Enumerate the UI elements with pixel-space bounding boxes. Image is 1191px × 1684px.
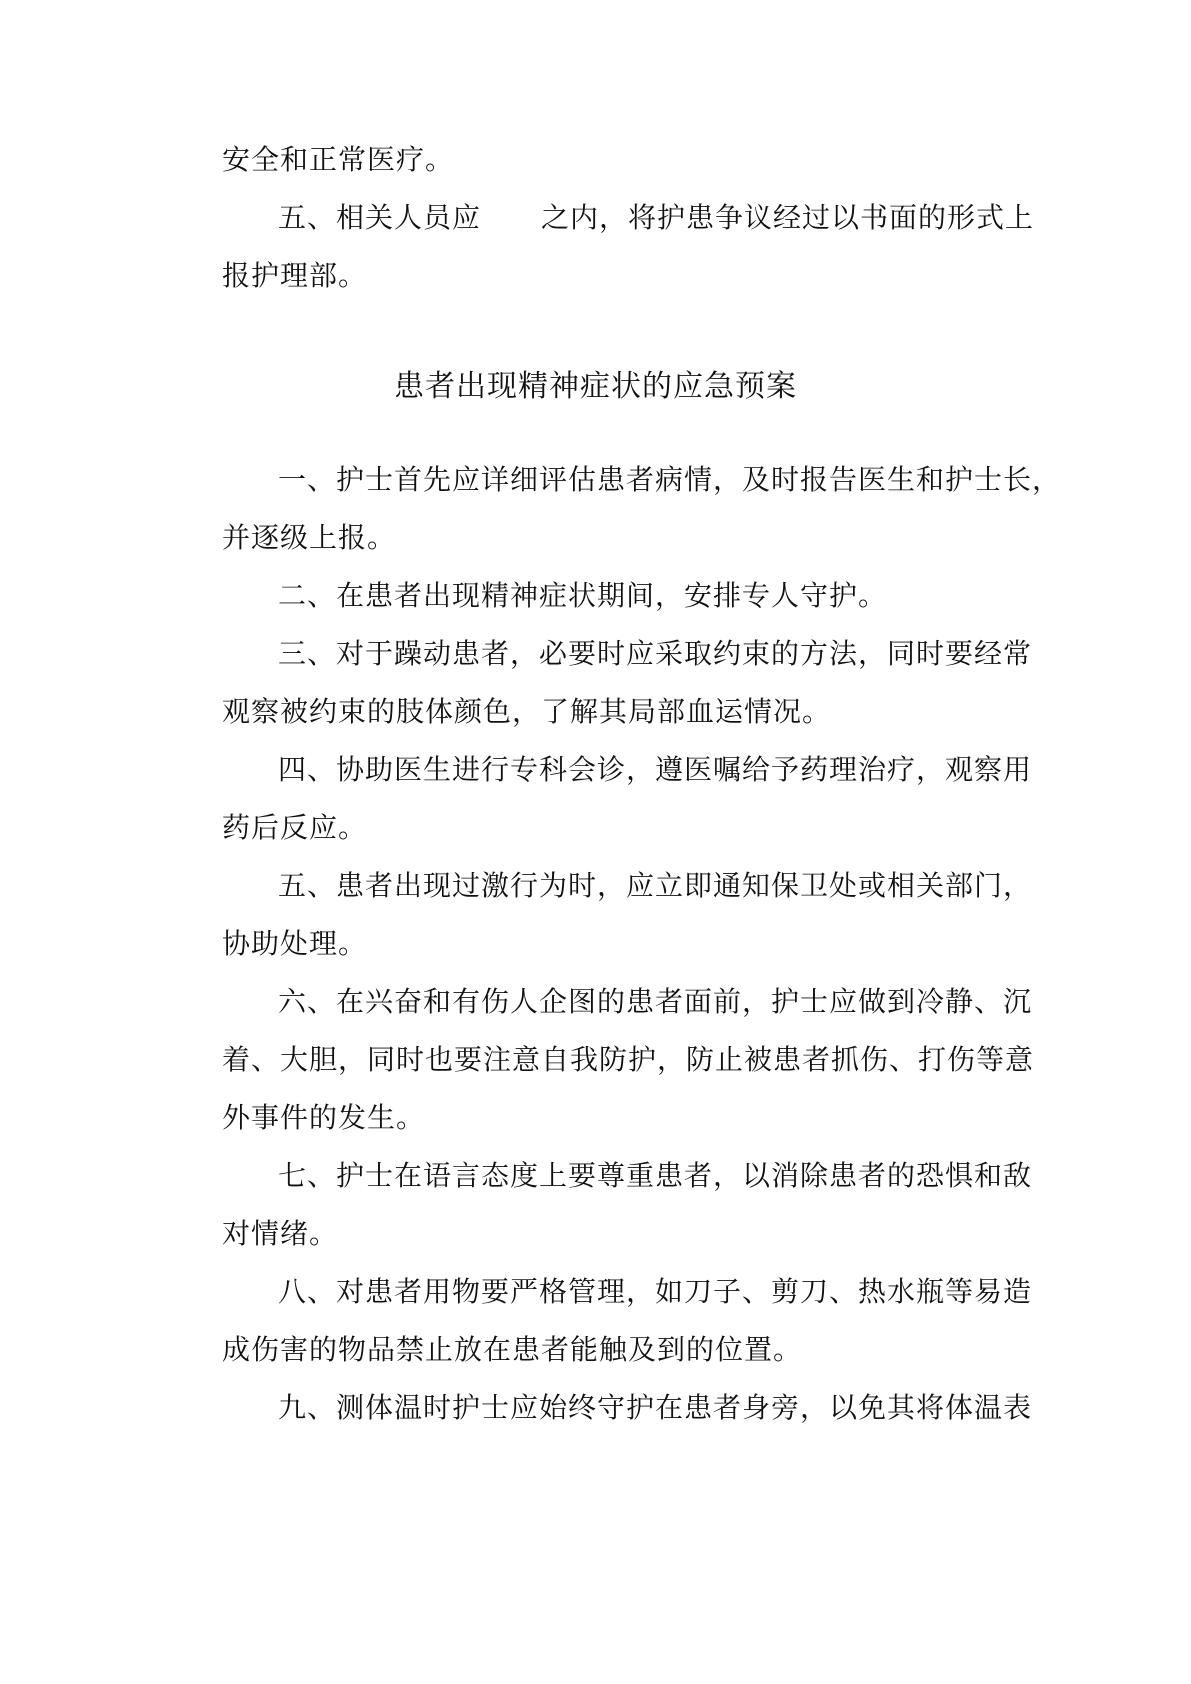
paragraph-line: 五、患者出现过激行为时，应立即通知保卫处或相关部门， bbox=[278, 869, 1033, 902]
paragraph-line: 九、测体温时护士应始终守护在患者身旁，以免其将体温表 bbox=[278, 1391, 1033, 1424]
paragraph-line: 二、在患者出现精神症状期间，安排专人守护。 bbox=[278, 579, 888, 612]
paragraph-line: 并逐级上报。 bbox=[222, 521, 397, 554]
paragraph-line: 七、护士在语言态度上要尊重患者，以消除患者的恐惧和敌 bbox=[278, 1159, 1033, 1192]
paragraph-line: 药后反应。 bbox=[222, 811, 368, 844]
text-fragment: 五、相关人员应 bbox=[278, 201, 482, 234]
paragraph-line bbox=[278, 200, 1035, 236]
text-fragment: 之内，将护患争议经过以书面的形式上 bbox=[541, 201, 1035, 234]
paragraph-line: 对情绪。 bbox=[222, 1217, 339, 1250]
paragraph-line: 成伤害的物品禁止放在患者能触及到的位置。 bbox=[222, 1333, 803, 1366]
section-title: 患者出现精神症状的应急预案 bbox=[394, 369, 797, 404]
paragraph-line: 外事件的发生。 bbox=[222, 1101, 426, 1134]
paragraph-line: 四、协助医生进行专科会诊，遵医嘱给予药理治疗，观察用 bbox=[278, 753, 1033, 786]
paragraph-line: 八、对患者用物要严格管理，如刀子、剪刀、热水瓶等易造 bbox=[278, 1275, 1033, 1308]
paragraph-line: 着、大胆，同时也要注意自我防护，防止被患者抓伤、打伤等意 bbox=[222, 1043, 1035, 1076]
paragraph-line: 报护理部。 bbox=[222, 259, 368, 292]
paragraph-line: 六、在兴奋和有伤人企图的患者面前，护士应做到冷静、沉 bbox=[278, 985, 1033, 1018]
paragraph-line: 一、护士首先应详细评估患者病情，及时报告医生和护士长， bbox=[278, 463, 1062, 496]
paragraph-line: 协助处理。 bbox=[222, 927, 368, 960]
paragraph-line: 安全和正常医疗。 bbox=[222, 143, 455, 176]
paragraph-line: 三、对于躁动患者，必要时应采取约束的方法，同时要经常 bbox=[278, 637, 1033, 670]
paragraph-line: 观察被约束的肢体颜色，了解其局部血运情况。 bbox=[222, 695, 832, 728]
